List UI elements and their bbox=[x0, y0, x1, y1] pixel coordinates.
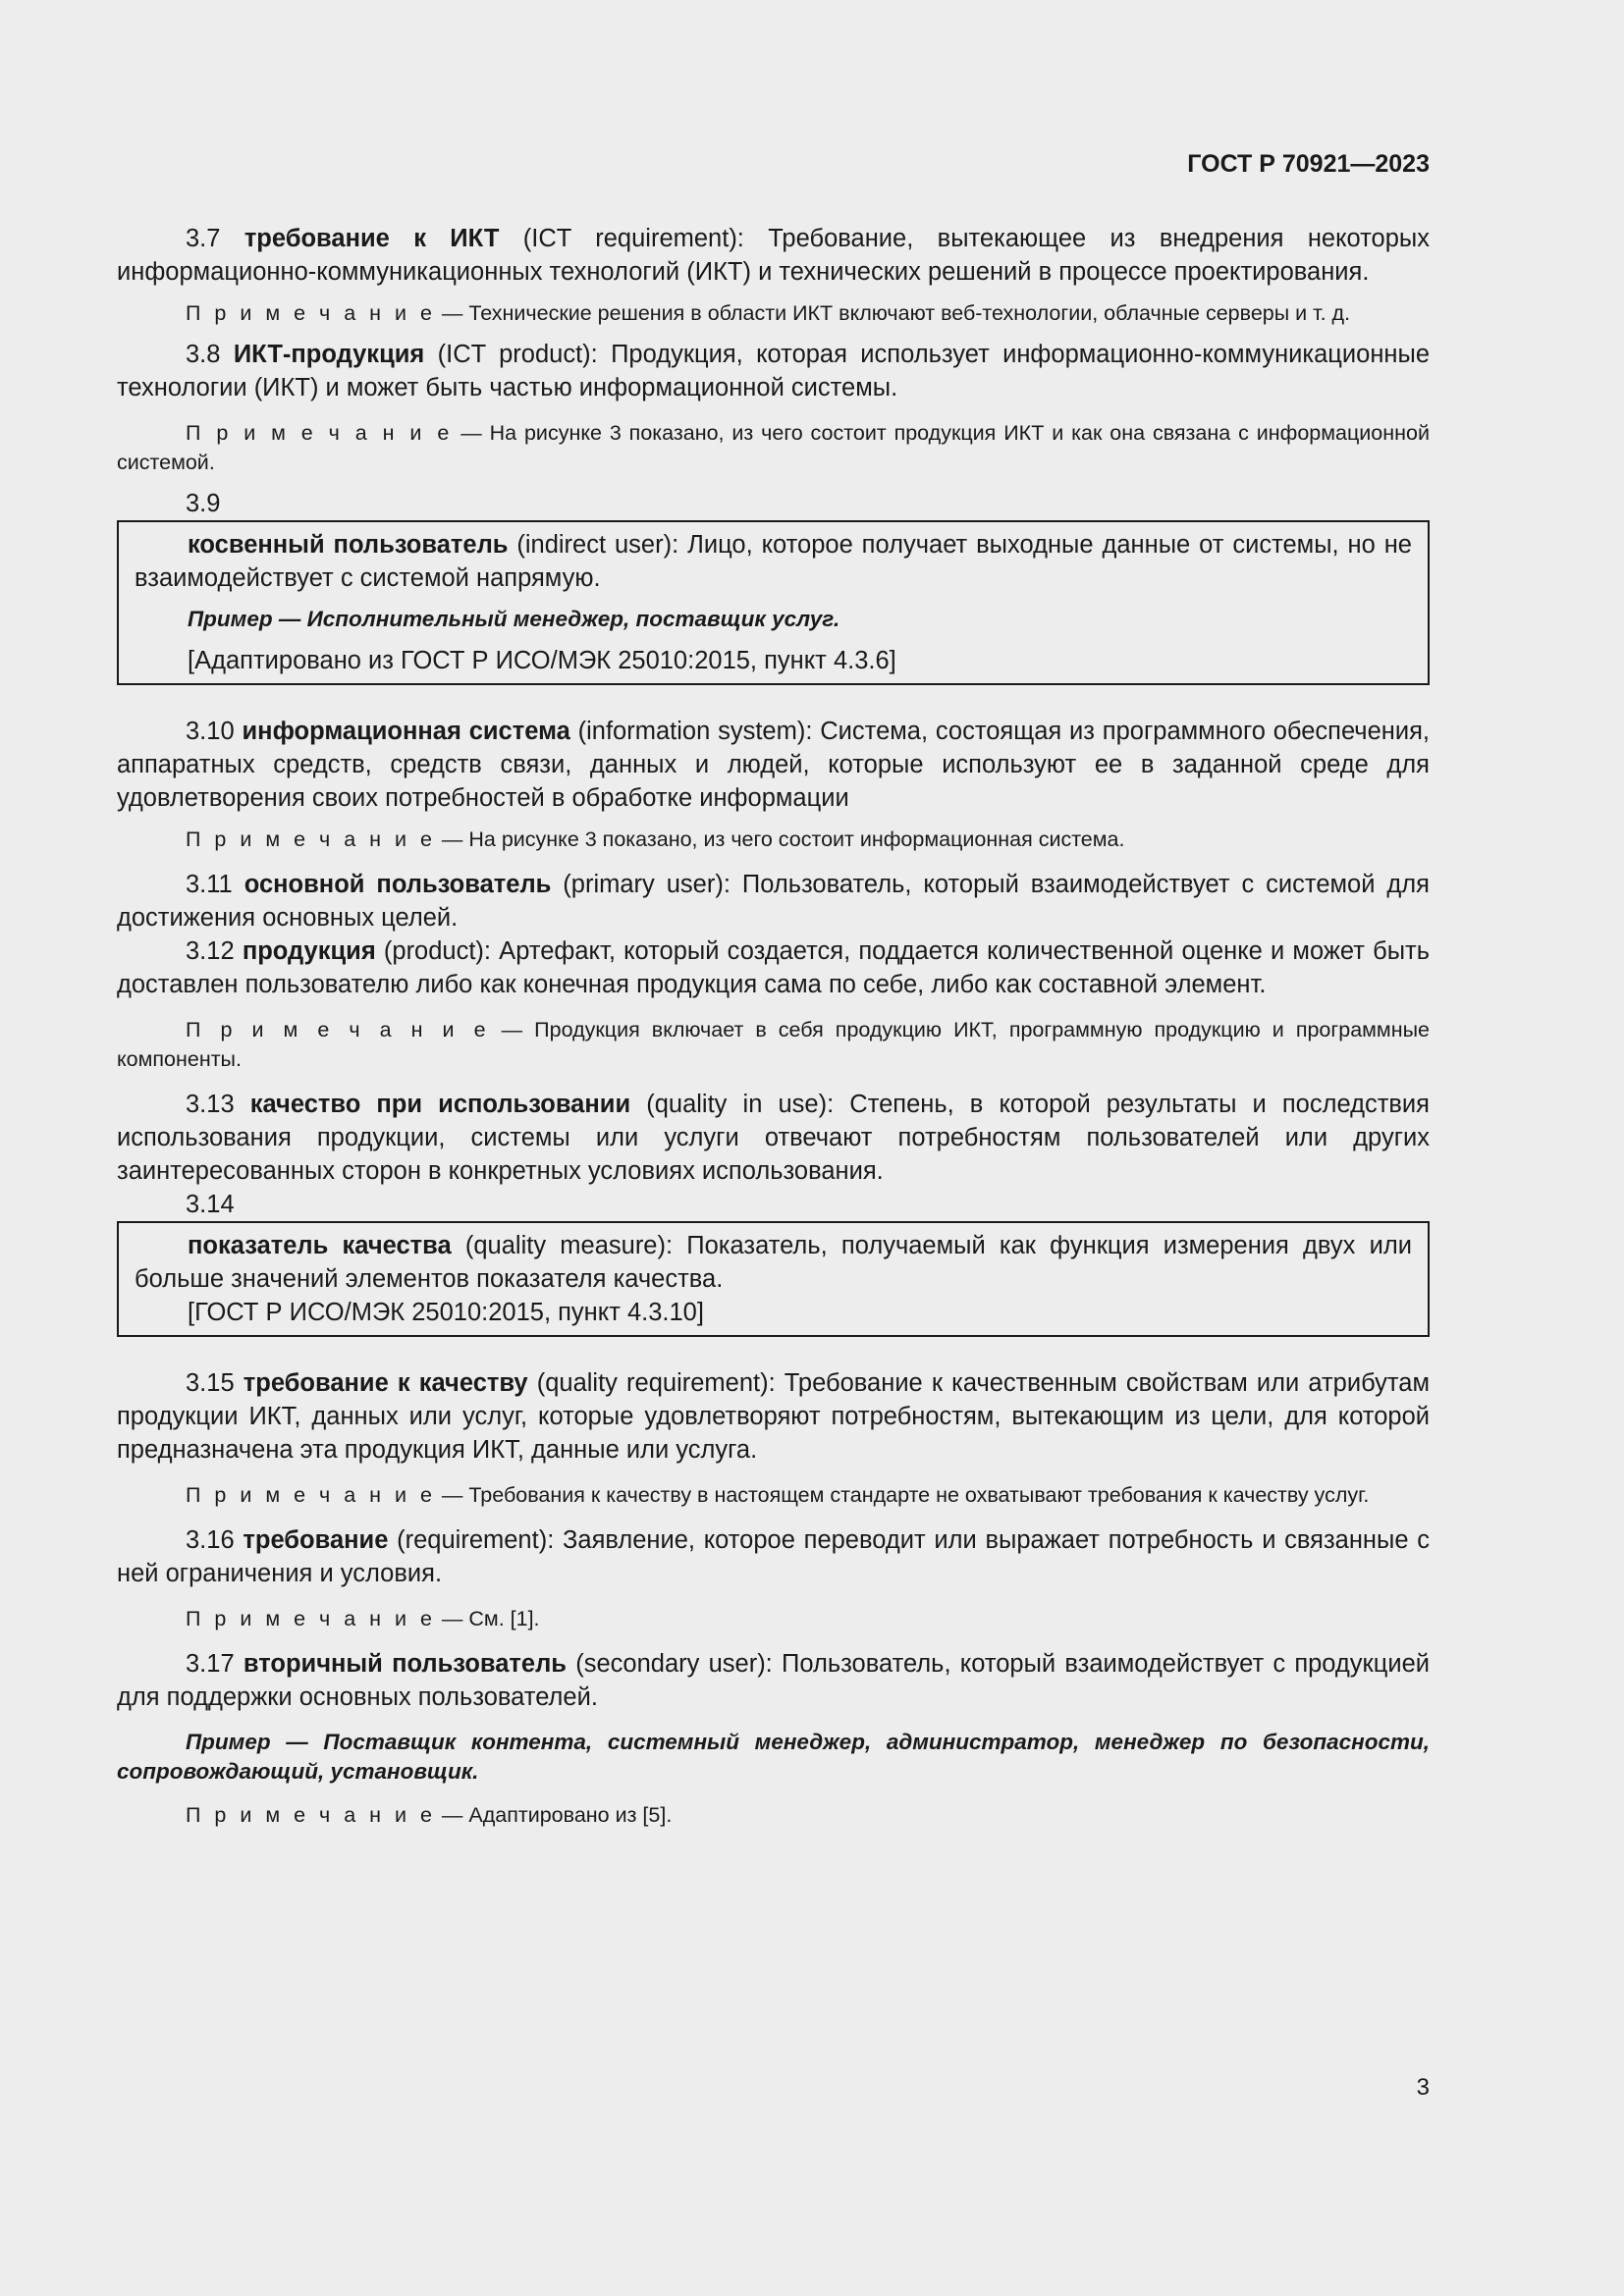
term-definition: (ICT product): Продукция, которая использует информационно-коммуникационные технологии (ИКТ) и может быть частью информационной системы. bbox=[117, 341, 1430, 401]
term-number: 3.8 bbox=[186, 341, 221, 368]
borrowed-term-box-3-14 bbox=[117, 1221, 1430, 1337]
term-number: 3.17 bbox=[186, 1650, 235, 1678]
note-text: — На рисунке 3 показано, из чего состоит информационная система. bbox=[441, 828, 1125, 851]
note-label: П р и м е ч а н и е bbox=[186, 828, 436, 851]
term-definition: (requirement): Заявление, которое переводит или выражает потребность и связанные с ней ограничения и условия. bbox=[117, 1526, 1431, 1587]
term-3-11 bbox=[117, 868, 1430, 934]
term-name: требование к качеству bbox=[243, 1369, 528, 1397]
term-definition: (information system): Система, состоящая из программного обеспечения, аппаратных средств, средств связи, данных и людей, которые используют ее в заданной среде для удовлетворения своих потребностей в обработке информации bbox=[117, 718, 1430, 812]
term-number-3-9: 3.9 bbox=[186, 490, 221, 517]
term-number-3-14: 3.14 bbox=[186, 1191, 235, 1218]
note-label: П р и м е ч а н и е bbox=[186, 421, 454, 445]
term-name: требование к ИКТ bbox=[244, 225, 500, 252]
term-3-17 bbox=[117, 1647, 1430, 1714]
term-number: 3.15 bbox=[186, 1369, 235, 1397]
note-label: П р и м е ч а н и е bbox=[186, 301, 436, 325]
note-3-8 bbox=[117, 418, 1430, 477]
term-name: требование bbox=[243, 1526, 389, 1554]
term-3-7 bbox=[117, 222, 1430, 289]
term-definition: (primary user): Пользователь, который взаимодействует с системой для достижения основных целей. bbox=[117, 871, 1430, 932]
note-text: — Требования к качеству в настоящем стандарте не охватывают требования к качеству услуг. bbox=[441, 1483, 1370, 1507]
note-3-12 bbox=[117, 1015, 1430, 1074]
note-3-10 bbox=[117, 825, 1430, 854]
example-3-9: Пример — Исполнительный менеджер, поставщик услуг. bbox=[188, 607, 840, 631]
term-name: вторичный пользователь bbox=[243, 1650, 567, 1678]
term-name: основной пользователь bbox=[244, 871, 552, 898]
term-3-9 bbox=[135, 528, 1412, 595]
term-3-8 bbox=[117, 338, 1430, 404]
note-label: П р и м е ч а н и е bbox=[186, 1607, 436, 1630]
note-label: П р и м е ч а н и е bbox=[186, 1018, 490, 1041]
term-definition: (quality requirement): Требование к качественным свойствам или атрибутам продукции ИКТ, данных или услуг, которые удовлетворяют потребностям, вытекающим из цели, для которой предназначена эта продукция ИКТ, данные или услуга. bbox=[117, 1369, 1430, 1464]
source-reference-3-14: [ГОСТ Р ИСО/МЭК 25010:2015, пункт 4.3.10] bbox=[188, 1299, 704, 1326]
note-label: П р и м е ч а н и е bbox=[186, 1803, 436, 1827]
term-definition: (indirect user): Лицо, которое получает выходные данные от системы, но не взаимодействует с системой напрямую. bbox=[135, 531, 1412, 592]
note-3-17 bbox=[117, 1800, 1430, 1830]
term-3-10 bbox=[117, 715, 1430, 815]
page-number: 3 bbox=[1416, 2074, 1430, 2101]
note-text: — Продукция включает в себя продукцию ИКТ, программную продукцию и программные компоненты. bbox=[117, 1018, 1430, 1071]
term-definition: (quality in use): Степень, в которой результаты и последствия использования продукции, системы или услуги отвечают потребностям пользователей или других заинтересованных сторон в конкретных условиях использования. bbox=[117, 1091, 1430, 1185]
document-body bbox=[117, 222, 1430, 1830]
example-3-17: Пример — Поставщик контента, системный менеджер, администратор, менеджер по безопасности, сопровождающий, установщик. bbox=[117, 1730, 1430, 1784]
term-definition: (product): Артефакт, который создается, поддается количественной оценке и может быть доставлен пользователю либо как конечная продукция сама по себе, либо как составной элемент. bbox=[117, 937, 1430, 998]
term-3-15 bbox=[117, 1366, 1430, 1467]
term-name: качество при использовании bbox=[249, 1091, 631, 1118]
term-name: ИКТ-продукция bbox=[233, 341, 425, 368]
note-text: — Адаптировано из [5]. bbox=[441, 1803, 673, 1827]
term-number: 3.10 bbox=[186, 718, 235, 745]
term-definition: (secondary user): Пользователь, который взаимодействует с продукцией для поддержки основных пользователей. bbox=[117, 1650, 1430, 1711]
source-reference-3-9: [Адаптировано из ГОСТ Р ИСО/МЭК 25010:2015, пункт 4.3.6] bbox=[188, 647, 896, 674]
term-name: показатель качества bbox=[188, 1232, 452, 1259]
term-name: продукция bbox=[242, 937, 376, 965]
term-number: 3.12 bbox=[186, 937, 235, 965]
term-number: 3.7 bbox=[186, 225, 221, 252]
term-3-14 bbox=[135, 1229, 1412, 1296]
term-name: информационная система bbox=[242, 718, 570, 745]
note-text: — См. [1]. bbox=[441, 1607, 540, 1630]
term-number: 3.13 bbox=[186, 1091, 235, 1118]
borrowed-term-box-3-9 bbox=[117, 520, 1430, 685]
note-3-15 bbox=[117, 1480, 1430, 1510]
term-number: 3.16 bbox=[186, 1526, 235, 1554]
document-header: ГОСТ Р 70921—2023 bbox=[1187, 150, 1430, 178]
term-3-16 bbox=[117, 1523, 1430, 1590]
note-text: — Технические решения в области ИКТ включают веб-технологии, облачные серверы и т. д. bbox=[441, 301, 1351, 325]
term-3-13 bbox=[117, 1088, 1430, 1188]
term-definition: (quality measure): Показатель, получаемый как функция измерения двух или больше значений элементов показателя качества. bbox=[135, 1232, 1412, 1293]
note-3-16 bbox=[117, 1604, 1430, 1633]
term-definition: (ICT requirement): Требование, вытекающее из внедрения некоторых информационно-коммуникационных технологий (ИКТ) и технических решений в процессе проектирования. bbox=[117, 225, 1430, 286]
term-3-12 bbox=[117, 934, 1430, 1001]
term-name: косвенный пользователь bbox=[188, 531, 509, 559]
term-number: 3.11 bbox=[186, 871, 233, 898]
note-text: — На рисунке 3 показано, из чего состоит продукция ИКТ и как она связана с информационной системой. bbox=[117, 421, 1430, 474]
note-label: П р и м е ч а н и е bbox=[186, 1483, 436, 1507]
note-3-7 bbox=[117, 298, 1430, 328]
